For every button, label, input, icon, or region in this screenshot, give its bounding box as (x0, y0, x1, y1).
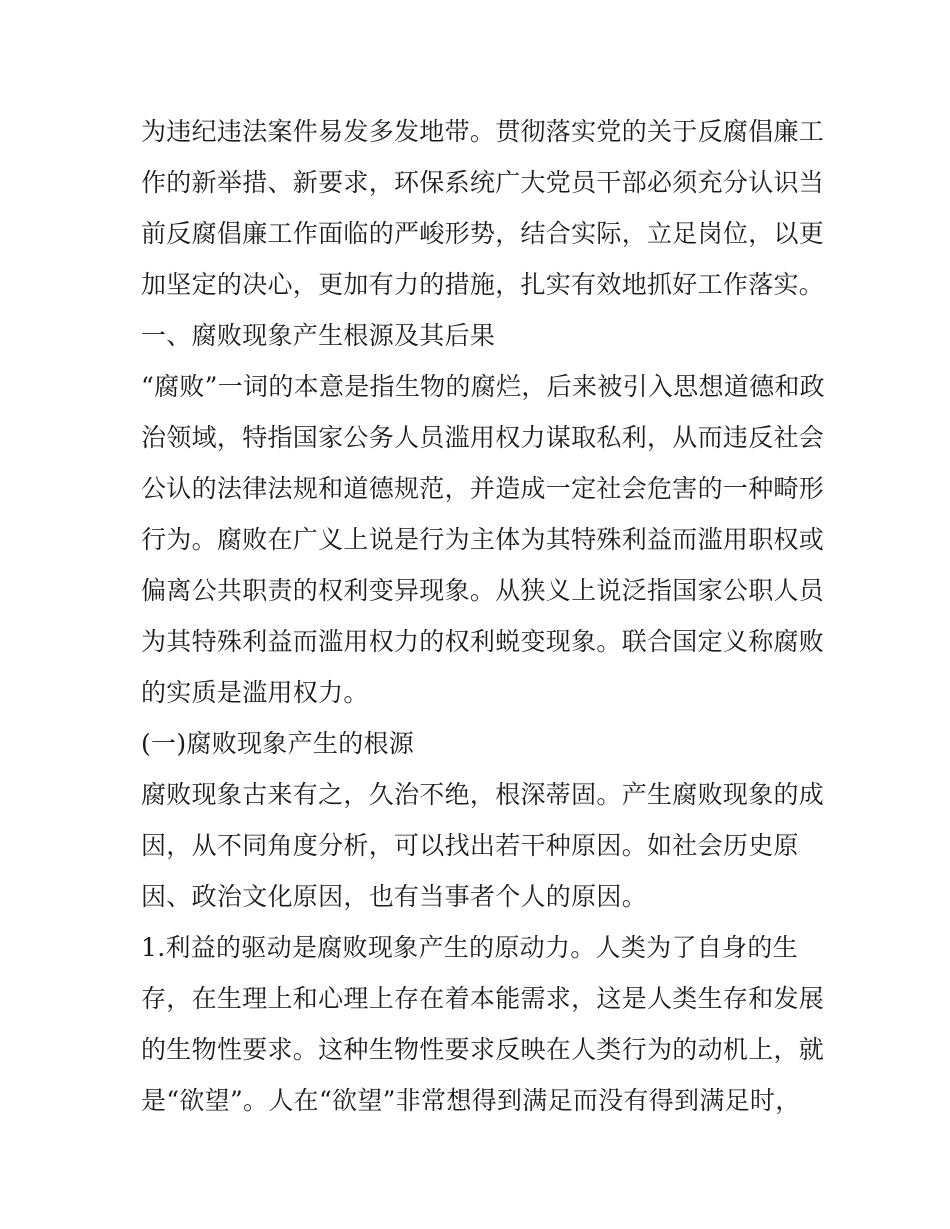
text-line-15: 因，从不同角度分析，可以找出若干种原因。如社会历史原 (141, 831, 799, 860)
text-line-8: 公认的法律法规和道德规范，并造成一定社会危害的一种畸形 (141, 474, 825, 503)
text-line-2: 作的新举措、新要求，环保系统广大党员干部必须充分认识当 (141, 168, 825, 197)
text-line-11: 为其特殊利益而滥用权力的权利蜕变现象。联合国定义称腐败 (141, 627, 825, 656)
subsection-heading-1: (一)腐败现象产生的根源 (141, 729, 415, 758)
text-line-16: 因、政治文化原因，也有当事者个人的原因。 (141, 882, 648, 911)
text-line-19: 的生物性要求。这种生物性要求反映在人类行为的动机上，就 (141, 1035, 825, 1064)
text-line-6: “腐败”一词的本意是指生物的腐烂，后来被引入思想道德和政 (141, 372, 825, 401)
text-line-20: 是“欲望”。人在“欲望”非常想得到满足而没有得到满足时， (141, 1086, 801, 1115)
text-line-18: 存，在生理上和心理上存在着本能需求，这是人类生存和发展 (141, 984, 825, 1013)
document-body (141, 106, 825, 1126)
text-line-1: 为违纪违法案件易发多发地带。贯彻落实党的关于反腐倡廉工 (141, 117, 825, 146)
text-line-7: 治领域，特指国家公务人员滥用权力谋取私利，从而违反社会 (141, 423, 825, 452)
text-line-9: 行为。腐败在广义上说是行为主体为其特殊利益而滥用职权或 (141, 525, 825, 554)
text-line-17: 1.利益的驱动是腐败现象产生的原动力。人类为了自身的生 (141, 933, 798, 962)
section-heading-1: 一、腐败现象产生根源及其后果 (141, 321, 496, 350)
text-line-14: 腐败现象古来有之，久治不绝，根深蒂固。产生腐败现象的成 (141, 780, 825, 809)
text-line-4: 加坚定的决心，更加有力的措施，扎实有效地抓好工作落实。 (141, 270, 825, 299)
text-line-10: 偏离公共职责的权利变异现象。从狭义上说泛指国家公职人员 (141, 576, 825, 605)
text-line-12: 的实质是滥用权力。 (141, 678, 369, 707)
text-line-3: 前反腐倡廉工作面临的严峻形势，结合实际，立足岗位，以更 (141, 219, 825, 248)
